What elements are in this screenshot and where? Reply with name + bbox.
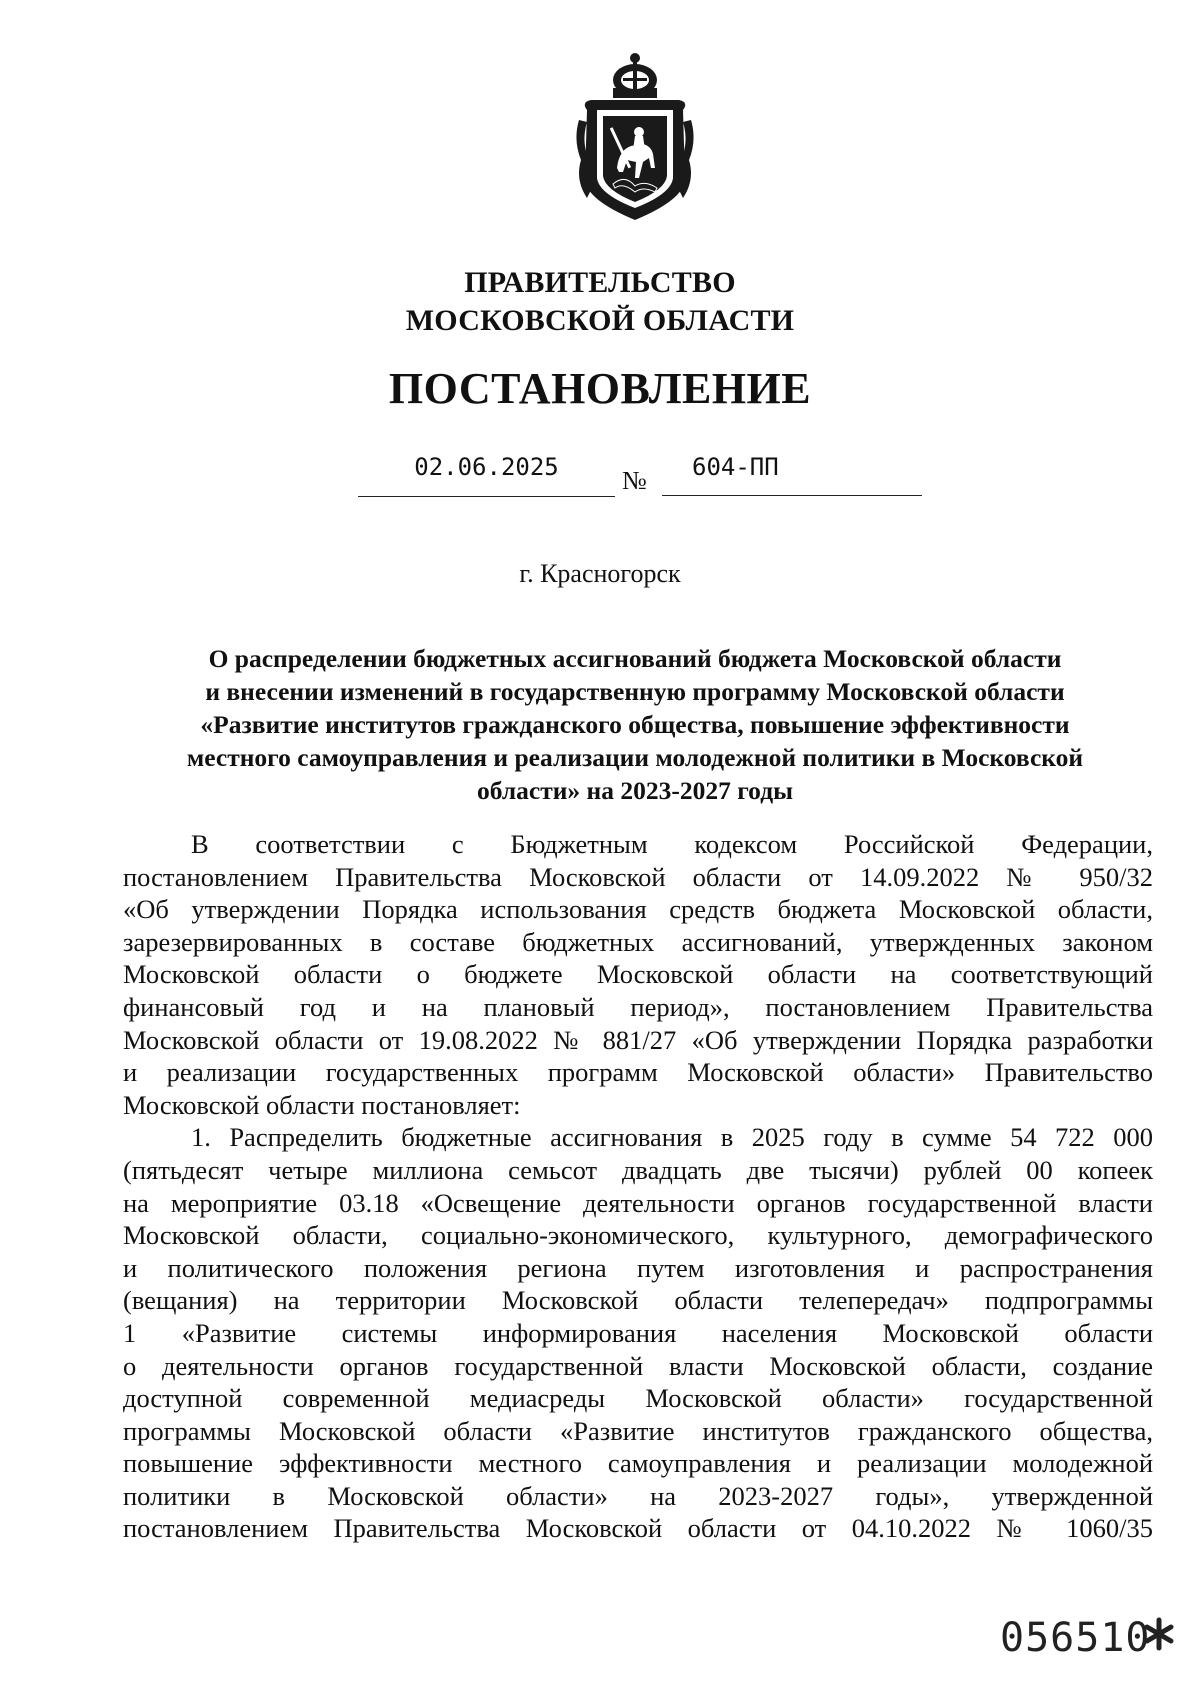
body-line: о деятельности органов государственной власти Московской области, создание: [123, 1350, 1153, 1381]
asterisk-icon: [1142, 1617, 1176, 1651]
number-sign: №: [622, 466, 647, 495]
serial-number: 056510: [1000, 1615, 1151, 1661]
body-line: повышение эффективности местного самоуправления и реализации молодежной: [123, 1448, 1153, 1479]
coat-of-arms-icon: [573, 50, 697, 224]
title-line: области» на 2023-2027 годы: [476, 776, 794, 805]
title-line: и внесении изменений в государственную программу Московской области: [205, 677, 1065, 706]
organization-name-line2: МОСКОВСКОЙ ОБЛАСТИ: [405, 304, 795, 337]
title-line: «Развитие институтов гражданского общества, повышение эффективности: [200, 710, 1070, 739]
body-line: В соответствии с Бюджетным кодексом Российской Федерации,: [191, 829, 1153, 859]
body-line: программы Московской области «Развитие институтов гражданского общества,: [123, 1415, 1153, 1446]
body-line: Московской области о бюджете Московской области на соответствующий: [123, 959, 1153, 990]
body-line: постановлением Правительства Московской области от 04.10.2022 № 1060/35: [123, 1513, 1153, 1544]
title-line: местного самоуправления и реализации молодежной политики в Московской: [186, 743, 1084, 772]
body-line: постановлением Правительства Московской области от 14.09.2022 № 950/32: [123, 861, 1153, 892]
body-line: политики в Московской области» на 2023-2027 годы», утвержденной: [123, 1480, 1153, 1511]
body-line: 1. Распределить бюджетные ассигнования в 2025 году в сумме 54 722 000: [191, 1122, 1153, 1153]
body-line: Московской области постановляет:: [123, 1089, 521, 1120]
body-line: и реализации государственных программ Московской области» Правительство: [123, 1057, 1153, 1088]
document-date: 02.06.2025: [358, 452, 615, 497]
title-line: О распределении бюджетных ассигнований бюджета Московской области: [208, 644, 1062, 673]
document-number: 604-ПП: [662, 452, 922, 496]
body-line: Московской области, социально-экономического, культурного, демографического: [123, 1220, 1153, 1251]
body-line: доступной современной медиасреды Московской области» государственной: [123, 1383, 1153, 1414]
body-line: (пятьдесят четыре миллиона семьсот двадцать две тысячи) рублей 00 копеек: [123, 1154, 1153, 1185]
body-line: финансовый год и на плановый период», постановлением Правительства: [123, 991, 1153, 1022]
document-title: [140, 642, 1130, 807]
body-line: на мероприятие 03.18 «Освещение деятельности органов государственной власти: [123, 1187, 1153, 1218]
city: г. Красногорск: [519, 559, 681, 588]
body-line: «Об утверждении Порядка использования средств бюджета Московской области,: [123, 894, 1153, 925]
organization-name-line1: ПРАВИТЕЛЬСТВО: [464, 266, 736, 299]
body-line: (вещания) на территории Московской области телепередач» подпрограммы: [123, 1285, 1153, 1316]
body-line: Московской области от 19.08.2022 № 881/27 «Об утверждении Порядка разработки: [123, 1024, 1153, 1055]
body-line: 1 «Развитие системы информирования населения Московской области: [123, 1317, 1153, 1348]
body-line: и политического положения региона путем изготовления и распространения: [123, 1252, 1153, 1283]
date-number-line: [0, 452, 1200, 502]
document-type: ПОСТАНОВЛЕНИЕ: [388, 364, 812, 413]
document-body: [123, 828, 1153, 1545]
body-line: зарезервированных в составе бюджетных ассигнований, утвержденных законом: [123, 926, 1153, 957]
